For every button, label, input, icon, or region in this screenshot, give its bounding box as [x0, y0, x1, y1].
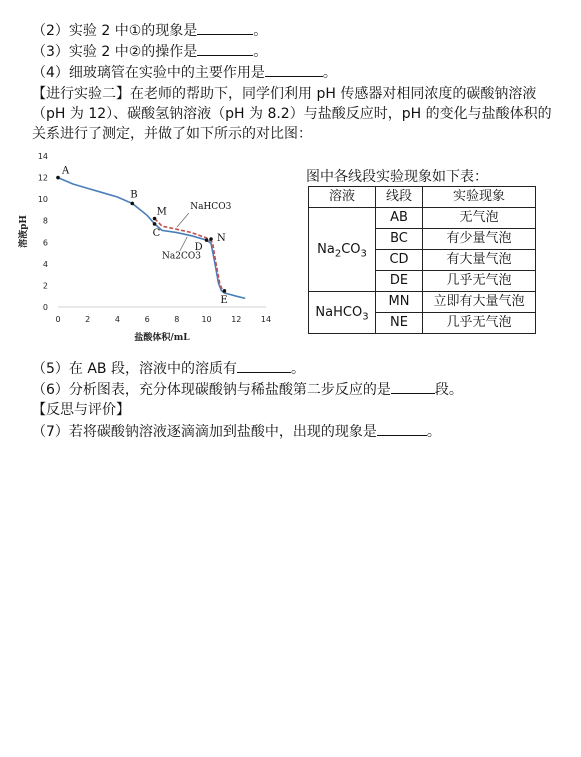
question-4 — [32, 62, 337, 83]
y-tick-label: 10 — [37, 195, 48, 205]
header-segment: 线段 — [376, 187, 423, 208]
question-2 — [32, 20, 267, 41]
question-5 — [32, 358, 305, 379]
question-2-text: （2）实验 2 中①的现象是 — [32, 23, 198, 39]
question-7 — [32, 421, 441, 442]
segment-cell: DE — [376, 271, 423, 292]
y-tick-label: 14 — [37, 152, 48, 161]
series-leader-nahco3 — [177, 213, 189, 227]
phenomenon-cell: 无气泡 — [423, 208, 536, 229]
phenomenon-cell: 有少量气泡 — [423, 229, 536, 250]
period: 。 — [253, 44, 268, 60]
x-tick-label: 2 — [85, 315, 91, 324]
table-row — [309, 292, 536, 313]
data-point-d — [205, 238, 209, 242]
data-point-n — [209, 237, 213, 241]
phenomenon-cell: 立即有大量气泡 — [423, 292, 536, 313]
reflection-heading: 【反思与评价】 — [32, 402, 130, 418]
question-3 — [32, 41, 267, 62]
x-tick-label: 0 — [55, 315, 61, 324]
y-tick-label: 4 — [42, 259, 48, 269]
experiment-2-title: 【进行实验二】 — [32, 86, 130, 102]
x-tick-label: 4 — [114, 315, 120, 324]
data-point-a — [56, 176, 60, 180]
answer-blank[interactable] — [377, 421, 427, 436]
phenomenon-cell: 几乎无气泡 — [423, 271, 536, 292]
header-solution: 溶液 — [309, 187, 376, 208]
question-5-text: （5）在 AB 段，溶液中的溶质有 — [32, 361, 237, 377]
y-tick-label: 6 — [42, 238, 48, 248]
y-tick-label: 0 — [42, 303, 48, 312]
point-label-b: B — [130, 189, 138, 201]
question-7-text: （7）若将碳酸钠溶液逐滴滴加到盐酸中，出现的现象是 — [32, 424, 377, 440]
chart-axes — [18, 152, 271, 343]
solution-nahco3: NaHCO$_3$ — [309, 292, 376, 334]
point-label-n: N — [217, 233, 226, 245]
data-point-e — [223, 289, 227, 293]
table-title: 图中各线段实验现象如下表： — [306, 169, 488, 185]
point-label-a: A — [62, 165, 70, 177]
table-header-row — [309, 187, 536, 208]
data-point-b — [130, 202, 134, 206]
answer-blank[interactable] — [391, 379, 435, 394]
question-3-text: （3）实验 2 中②的操作是 — [32, 44, 198, 60]
phenomenon-cell: 有大量气泡 — [423, 250, 536, 271]
segment-cell: AB — [376, 208, 423, 229]
question-6 — [32, 379, 463, 400]
data-point-c — [153, 222, 157, 226]
series-leader-na2co3 — [180, 237, 187, 251]
y-tick-label: 2 — [42, 281, 48, 291]
period: 。 — [426, 424, 441, 440]
question-4-text: （4）细玻璃管在实验中的主要作用是 — [32, 65, 265, 81]
segment-cell: NE — [376, 313, 423, 334]
segment-cell: CD — [376, 250, 423, 271]
series-label-nahco3: NaHCO3 — [190, 201, 232, 212]
x-tick-label: 10 — [201, 315, 212, 324]
segment-cell: BC — [376, 229, 423, 250]
point-label-c: C — [152, 227, 161, 239]
x-axis-label: 盐酸体积/mL — [134, 333, 190, 343]
period: 。 — [291, 361, 305, 377]
x-tick-label: 6 — [144, 315, 150, 324]
question-6-suffix: 段。 — [434, 382, 463, 398]
answer-blank[interactable] — [237, 358, 291, 373]
point-label-m: M — [156, 206, 167, 218]
y-tick-label: 8 — [42, 216, 48, 226]
experiment-2-text: 在老师的帮助下，同学们利用 pH 传感器对相同浓度的碳酸钠溶液（pH 为 12）、碳酸氢钠溶液（pH 为 8.2）与盐酸反应时，pH 的变化与盐酸体积的关系进行了测定，并做了如下所示的对比图： — [32, 86, 552, 142]
series-label-na2co3: Na2CO3 — [162, 251, 201, 262]
x-tick-label: 14 — [260, 315, 272, 324]
y-axis-label: 溶液pH — [19, 215, 29, 248]
point-label-d: D — [194, 242, 203, 254]
answer-blank[interactable] — [197, 41, 253, 56]
y-tick-label: 12 — [37, 173, 48, 183]
x-tick-label: 8 — [174, 315, 180, 324]
segment-cell: MN — [376, 292, 423, 313]
header-phenomenon: 实验现象 — [423, 187, 536, 208]
period: 。 — [253, 23, 268, 39]
solution-na2co3: $Na_2CO_3$ — [309, 208, 376, 292]
experiment-2-paragraph — [32, 84, 560, 144]
point-label-e: E — [220, 294, 228, 306]
ph-chart — [18, 144, 290, 344]
question-6-text: （6）分析图表，充分体现碳酸钠与稀盐酸第二步反应的是 — [32, 382, 391, 398]
period: 。 — [322, 65, 337, 81]
answer-blank[interactable] — [265, 62, 323, 77]
observation-table — [308, 186, 536, 334]
answer-blank[interactable] — [197, 20, 253, 35]
x-tick-label: 12 — [231, 315, 242, 324]
table-row — [309, 208, 536, 229]
phenomenon-cell: 几乎无气泡 — [423, 313, 536, 334]
